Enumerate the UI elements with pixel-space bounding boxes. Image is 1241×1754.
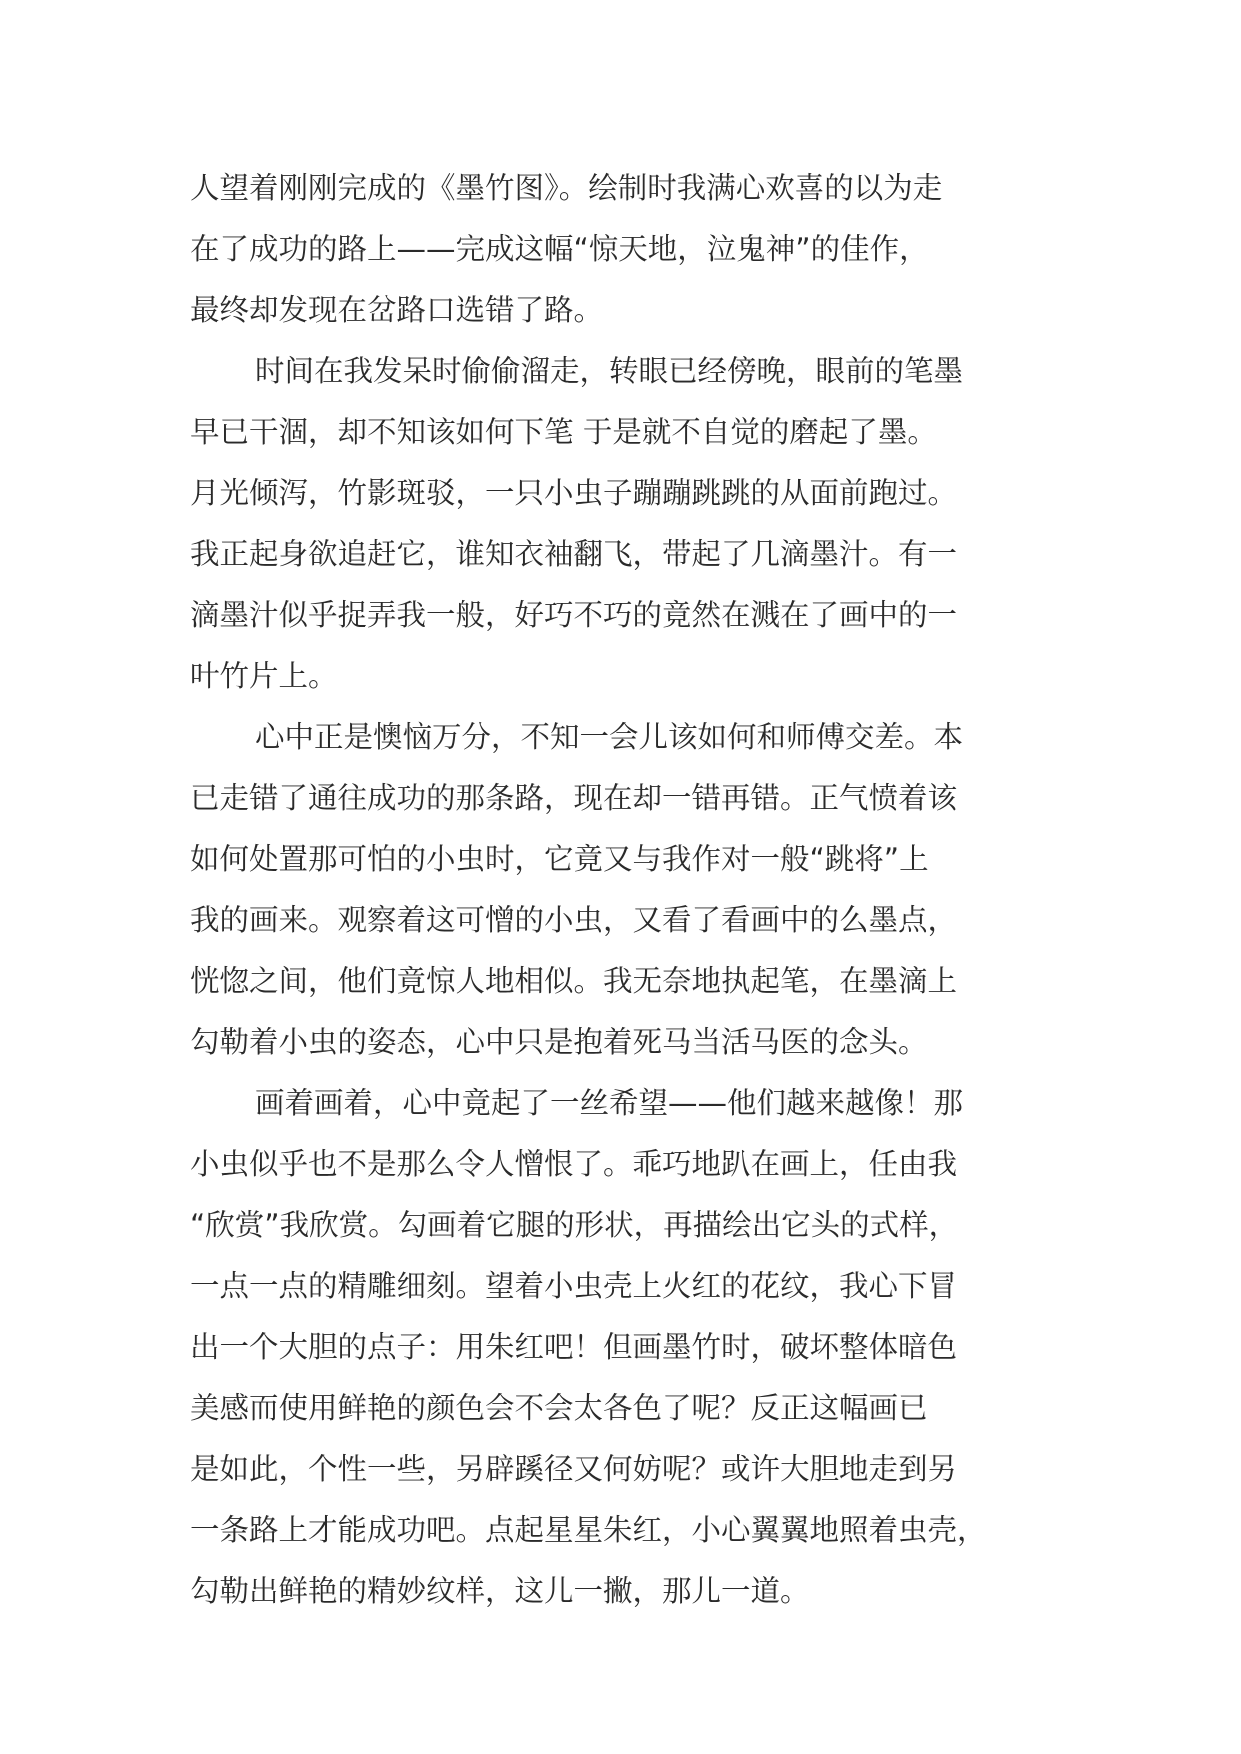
paragraph-4 xyxy=(190,1073,1060,1622)
text-line: 如何处置那可怕的小虫时，它竟又与我作对一般“跳将”上 xyxy=(190,842,929,876)
text-line: 月光倾泻，竹影斑驳，一只小虫子蹦蹦跳跳的从面前跑过。 xyxy=(190,476,958,510)
text-line: 最终却发现在岔路口选错了路。 xyxy=(190,293,604,327)
text-line: 叶竹片上。 xyxy=(190,659,338,693)
text-line: 一条路上才能成功吧。点起星星朱红，小心翼翼地照着虫壳， xyxy=(190,1513,987,1547)
paragraph-3 xyxy=(190,707,1060,1073)
text-line: 是如此，个性一些，另辟蹊径又何妨呢？或许大胆地走到另 xyxy=(190,1452,958,1486)
text-line: 在了成功的路上——完成这幅“惊天地，泣鬼神”的佳作， xyxy=(190,232,929,266)
paragraph-2 xyxy=(190,341,1060,707)
text-line: 我的画来。观察着这可憎的小虫，又看了看画中的么墨点， xyxy=(190,903,958,937)
document-body xyxy=(190,158,1060,1622)
text-line: 小虫似乎也不是那么令人憎恨了。乖巧地趴在画上，任由我 xyxy=(190,1147,958,1181)
text-line: 出一个大胆的点子：用朱红吧！但画墨竹时，破坏整体暗色 xyxy=(190,1330,958,1364)
text-line: 时间在我发呆时偷偷溜走，转眼已经傍晚，眼前的笔墨 xyxy=(255,354,964,388)
text-line: 一点一点的精雕细刻。望着小虫壳上火红的花纹，我心下冒 xyxy=(190,1269,958,1303)
text-line: 勾勒着小虫的姿态，心中只是抱着死马当活马医的念头。 xyxy=(190,1025,928,1059)
text-line: 已走错了通往成功的那条路，现在却一错再错。正气愤着该 xyxy=(190,781,958,815)
text-line: 勾勒出鲜艳的精妙纹样，这儿一撇，那儿一道。 xyxy=(190,1574,810,1608)
text-line: 画着画着，心中竟起了一丝希望——他们越来越像！那 xyxy=(255,1086,964,1120)
text-line: 早已干涸，却不知该如何下笔 于是就不自觉的磨起了墨。 xyxy=(190,415,937,449)
text-line: 滴墨汁似乎捉弄我一般，好巧不巧的竟然在溅在了画中的一 xyxy=(190,598,958,632)
text-line: 美感而使用鲜艳的颜色会不会太各色了呢？反正这幅画已 xyxy=(190,1391,928,1425)
text-line: 恍惚之间，他们竟惊人地相似。我无奈地执起笔，在墨滴上 xyxy=(190,964,958,998)
paragraph-1 xyxy=(190,158,1060,341)
text-line: 我正起身欲追赶它，谁知衣袖翻飞，带起了几滴墨汁。有一 xyxy=(190,537,958,571)
text-line: 心中正是懊恼万分，不知一会儿该如何和师傅交差。本 xyxy=(255,720,964,754)
text-line: 人望着刚刚完成的《墨竹图》。绘制时我满心欢喜的以为走 xyxy=(190,171,943,205)
text-line: “欣赏”我欣赏。勾画着它腿的形状，再描绘出它头的式样， xyxy=(190,1208,959,1242)
